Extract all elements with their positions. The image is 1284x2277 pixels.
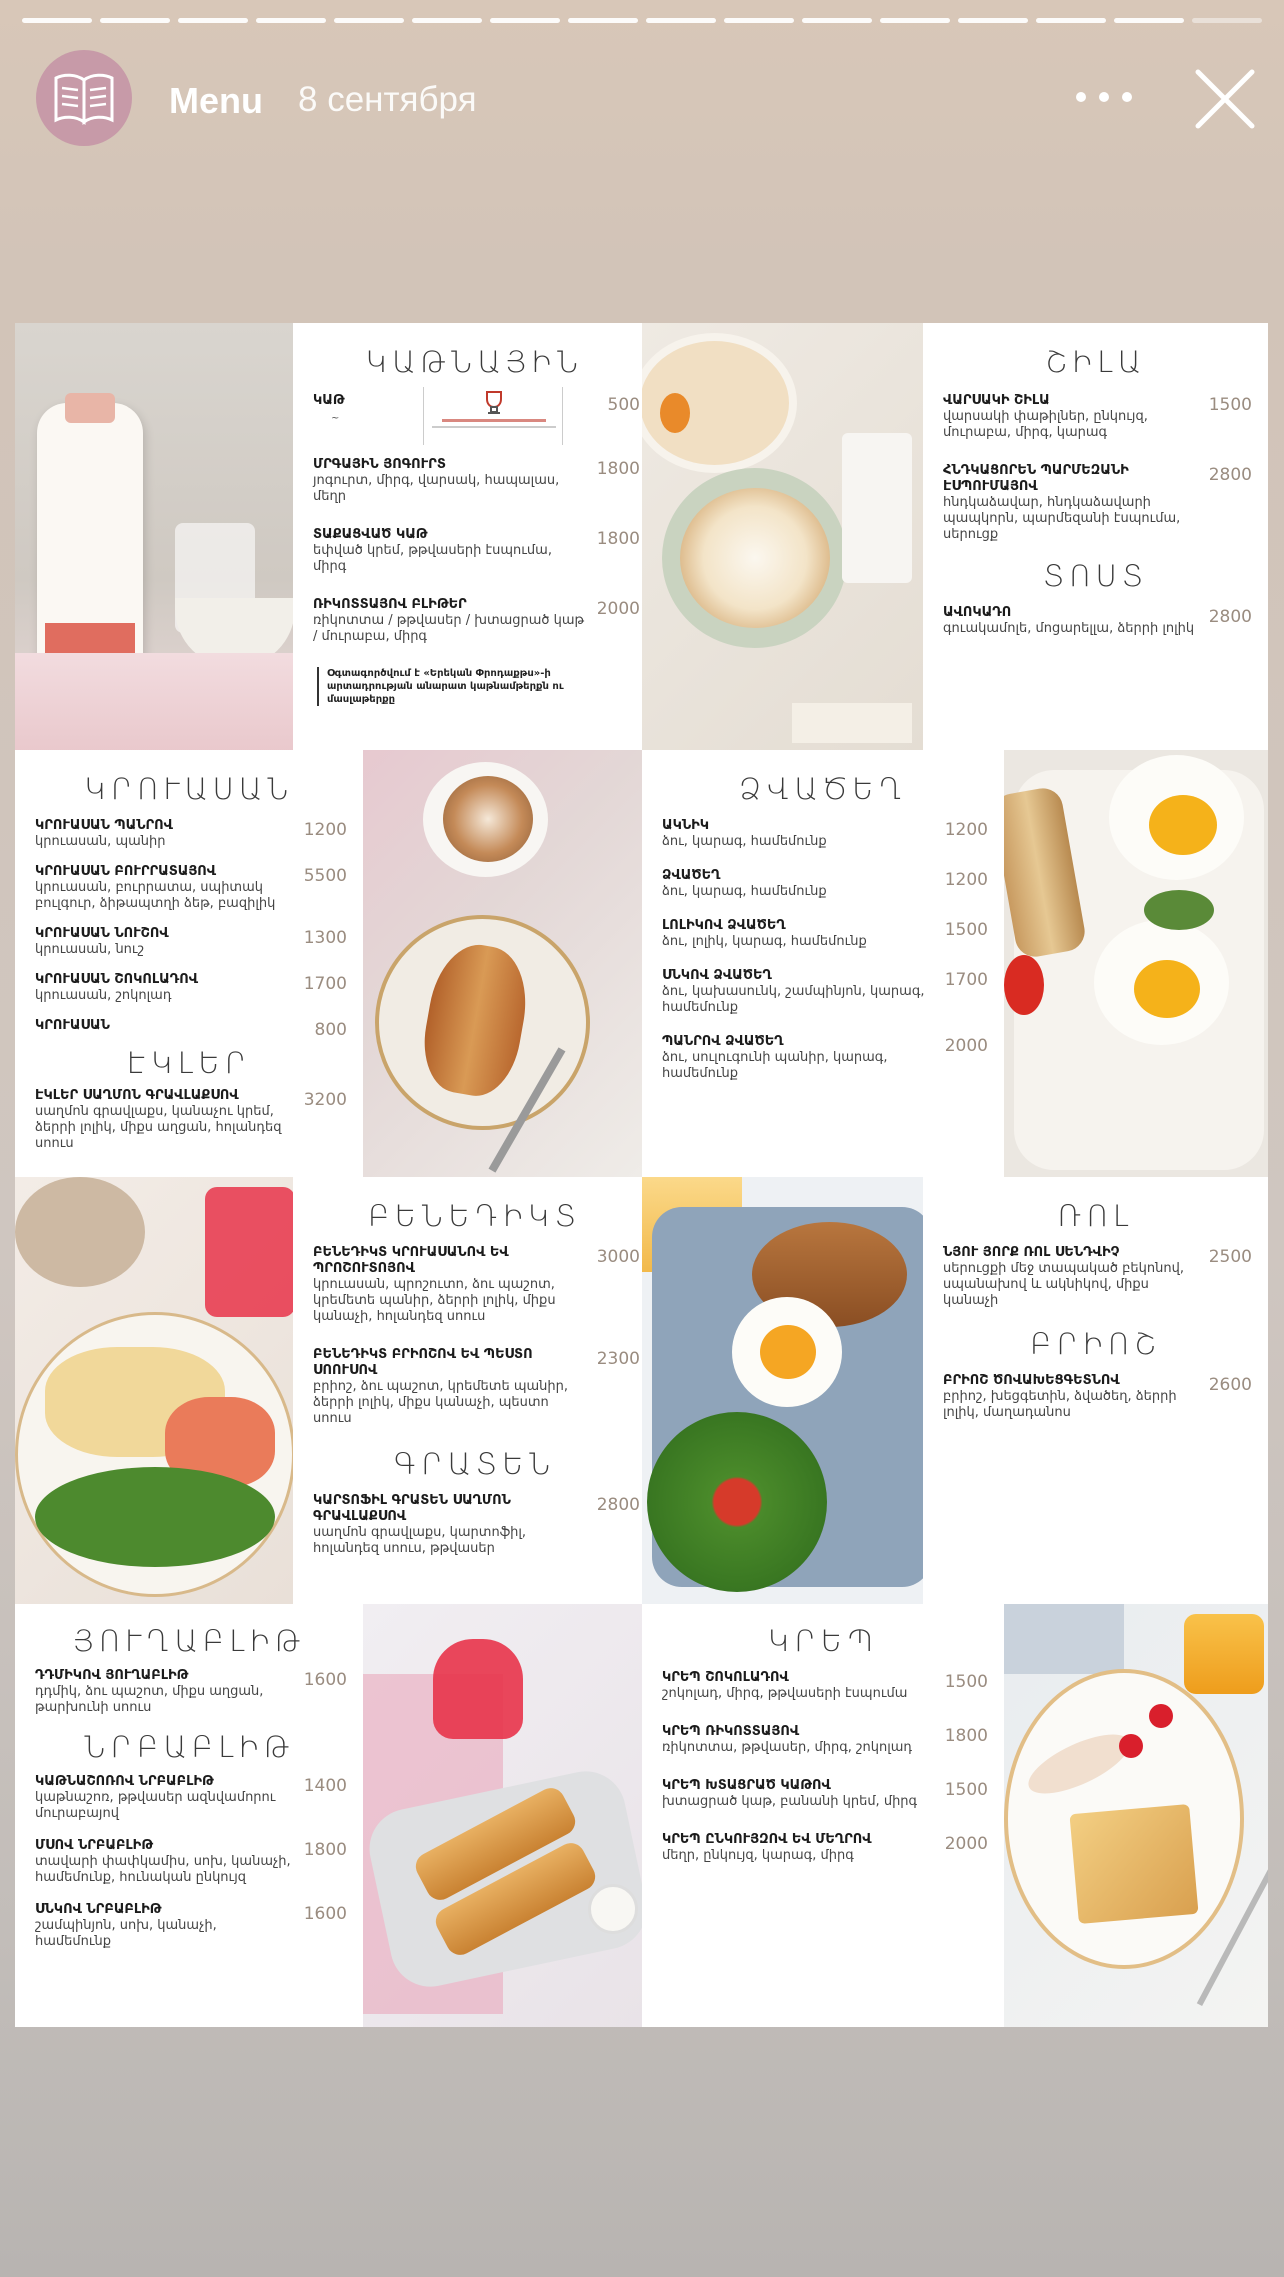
menu-item: ԱԿՆԻԿ ձու, կարագ, համեմունք 1200 bbox=[662, 818, 988, 849]
section-title: ԲՐԻՈՇ bbox=[1030, 1327, 1161, 1361]
milk-bottle-photo bbox=[15, 323, 293, 750]
progress-segment bbox=[100, 18, 170, 23]
story-header bbox=[0, 40, 1284, 160]
menu-item: ՎԱՐՍԱԿԻ ՇԻԼԱ վարսակի փաթիլներ, ընկույզ, մուրաբա, միրգ, կարագ 1500 bbox=[943, 393, 1252, 440]
menu-item: ՊԱՆՐՈՎ ՁՎԱԾԵՂ ձու, սուլուգունի պանիր, կարագ, համեմունք 2000 bbox=[662, 1034, 988, 1081]
progress-segment bbox=[1036, 18, 1106, 23]
menu-item: ԿՐԵՊ ՌԻԿՈՏՏԱՅՈՎ ռիկոտտա, թթվասեր, միրգ, շոկոլադ 1800 bbox=[662, 1724, 988, 1755]
progress-segment bbox=[646, 18, 716, 23]
section-title: ԿԱԹՆԱՅԻՆ bbox=[365, 345, 584, 379]
section-title: ԷԿԼԵՐ bbox=[126, 1046, 252, 1080]
menu-item: ԿՐԵՊ ԸՆԿՈՒՅԶՈՎ ԵՎ ՄԵՂՐՈՎ մեղր, ընկույզ, կարագ, միրգ 2000 bbox=[662, 1832, 988, 1863]
crepe-section bbox=[642, 1604, 1004, 2027]
progress-segment bbox=[958, 18, 1028, 23]
crepe-plate-photo bbox=[1004, 1604, 1268, 2027]
progress-segment bbox=[724, 18, 794, 23]
drinks-section bbox=[293, 323, 656, 750]
croissant-section bbox=[15, 750, 363, 1177]
brand-logo: ~ bbox=[331, 413, 340, 424]
section-title: ԿՐԵՊ bbox=[767, 1624, 879, 1658]
progress-segment bbox=[880, 18, 950, 23]
menu-item: ԲԵՆԵԴԻԿՏ ԲՐԻՈՇՈՎ ԵՎ ՊԵՍՏՈ ՍՈՈՒՍՈՎ բրիոշ, ձու պաշոտ, կրեմետե պանիր, ձերրի լոլիկ, միքս կանաչի, պեստո սոուս 2300 bbox=[313, 1347, 640, 1426]
menu-item: ՍՆԿՈՎ ՆՐԲԱԲԼԻԹ շամպինյոն, սոխ, կանաչի, համեմունք 1600 bbox=[35, 1902, 347, 1949]
menu-item: ԿՐՈՒԱՍԱՆ ՊԱՆՐՈՎ կրուասան, պանիր 1200 bbox=[35, 818, 347, 849]
croissant-coffee-photo bbox=[363, 750, 642, 1177]
section-title: ԿՐՈՒԱՍԱՆ bbox=[84, 772, 294, 806]
progress-segment bbox=[490, 18, 560, 23]
menu-item: ՁՎԱԾԵՂ ձու, կարագ, համեմունք 1200 bbox=[662, 868, 988, 899]
menu-item: ՄՍՈՎ ՆՐԲԱԲԼԻԹ տավարի փափկամիս, սոխ, կանաչի, համեմունք, հունական ընկույզ 1800 bbox=[35, 1838, 347, 1885]
section-title: ՏՈՍՏ bbox=[1042, 559, 1149, 593]
menu-image bbox=[15, 323, 1268, 2027]
progress-segment bbox=[568, 18, 638, 23]
dairy-note: Օգտագործվում է «Երեկան Փրոդաքթս»-ի արտադրության անարատ կաթնամթերքն ու մասլաթերքը bbox=[317, 667, 616, 706]
porridge-section bbox=[923, 323, 1268, 750]
menu-item: ԿՐՈՒԱՍԱՆ ՆՈՒՇՈՎ կրուասան, նուշ 1300 bbox=[35, 926, 347, 957]
close-icon[interactable] bbox=[1192, 66, 1258, 132]
more-dots-icon[interactable] bbox=[1076, 92, 1132, 106]
menu-item: ԱՎՈԿԱԴՈ գուակամոլե, մոցարելլա, ձերրի լոլիկ 2800 bbox=[943, 605, 1252, 636]
progress-segment bbox=[178, 18, 248, 23]
roll-brioche-section bbox=[923, 1177, 1268, 1604]
section-title: ԲԵՆԵԴԻԿՏ bbox=[368, 1199, 581, 1233]
roll-sandwich-photo bbox=[642, 1177, 923, 1604]
progress-segment-active bbox=[1192, 18, 1262, 23]
menu-item: ԼՈԼԻԿՈՎ ՁՎԱԾԵՂ ձու, լոլիկ, կարագ, համեմունք 1500 bbox=[662, 918, 988, 949]
section-title: ԳՐԱՏԵՆ bbox=[393, 1447, 556, 1481]
open-book-icon bbox=[52, 70, 116, 126]
menu-item: ԿԱԹՆԱՇՈՌՈՎ ՆՐԲԱԲԼԻԹ կաթնաշոռ, թթվասեր ազնվամորու մուրաբայով 1400 bbox=[35, 1774, 347, 1821]
section-title: ՌՈԼ bbox=[1057, 1199, 1134, 1233]
menu-item: ՌԻԿՈՏՏԱՅՈՎ ԲԼԻԹԵՐ ռիկոտտա / թթվասեր / խտացրած կաթ / մուրաբա, միրգ 2000 bbox=[313, 597, 640, 644]
benedict-plate-photo bbox=[15, 1177, 293, 1604]
menu-item: ՀՆԴԿԱՑՈՐԵՆ ՊԱՐՄԵԶԱՆԻ ԷՍՊՈՒՄԱՅՈՎ հնդկաձավար, հնդկաձավարի պապկորն, պարմեզանի էսպումա, սերուցք 2800 bbox=[943, 463, 1252, 542]
progress-segment bbox=[256, 18, 326, 23]
story-date: 8 сентября bbox=[298, 80, 477, 119]
pancakes-section bbox=[15, 1604, 363, 2027]
menu-item: ԿՐԵՊ ԽՏԱՑՐԱԾ ԿԱԹՈՎ խտացրած կաթ, բանանի կրեմ, միրգ 1500 bbox=[662, 1778, 988, 1809]
progress-segment bbox=[22, 18, 92, 23]
progress-segment bbox=[334, 18, 404, 23]
avatar[interactable] bbox=[36, 50, 132, 146]
menu-item: ԿԱՐՏՈՖԻԼ ԳՐԱՏԵՆ ՍԱՂՄՈՆ ԳՐԱՎԼԱՔՍՈՎ սաղմոն գրավլաքս, կարտոֆիլ, հոլանդեզ սոուս, թթվասեր 2800 bbox=[313, 1493, 640, 1556]
menu-item: ԷԿԼԵՐ ՍԱՂՄՈՆ ԳՐԱՎԼԱՔՍՈՎ սաղմոն գրավլաքս, կանաչու կրեմ, ձերրի լոլիկ, միքս աղցան, հոլանդեզ սոուս 3200 bbox=[35, 1088, 347, 1151]
menu-item: ԿՐՈՒԱՍԱՆ ԲՈՒՐՐԱՏԱՅՈՎ կրուասան, բուրրատա, սպիտակ բուլգուր, ձիթապտղի ձեթ, բազիլիկ 5500 bbox=[35, 864, 347, 911]
progress-segment bbox=[802, 18, 872, 23]
section-title: ՅՈՒՂԱԲԼԻԹ bbox=[72, 1624, 306, 1658]
menu-item: ՆՅՈՒ ՅՈՐՔ ՌՈԼ ՍԵՆԴՎԻՉ սերուցքի մեջ տապակած բեկոնով, սպանախով և ակնիկով, միքս կանաչի 2500 bbox=[943, 1245, 1252, 1308]
menu-item: ԿԱԹ ~ 500 bbox=[313, 393, 644, 443]
pancake-rolls-photo bbox=[363, 1604, 642, 2027]
menu-item: ՄՐԳԱՅԻՆ ՅՈԳՈՒՐՏ յոգուրտ, միրգ, վարսակ, հապալաս, մեղր 1800 bbox=[313, 457, 640, 504]
story-progress bbox=[22, 18, 1262, 24]
section-title: ՆՐԲԱԲԼԻԹ bbox=[83, 1730, 295, 1764]
fried-eggs-photo bbox=[1004, 750, 1268, 1177]
menu-item: ԲԵՆԵԴԻԿՏ ԿՐՈՒԱՍԱՆՈՎ ԵՎ ՊՐՈՇՈՒՏՈՅՈՎ կրուասան, պրոշուտո, ձու պաշոտ, կրեմետե պանիր, ձերրի լոլիկ, միքս կանաչի, հոլանդեզ սոուս 3000 bbox=[313, 1245, 640, 1324]
menu-item: ԿՐՈՒԱՍԱՆ 800 bbox=[35, 1018, 347, 1040]
menu-item: ԿՐԵՊ ՇՈԿՈԼԱԴՈՎ շոկոլադ, միրգ, թթվասերի էսպումա 1500 bbox=[662, 1670, 988, 1701]
trophy-icon bbox=[479, 389, 509, 417]
menu-item: ՍՆԿՈՎ ՁՎԱԾԵՂ ձու, կախասունկ, շամպինյոն, կարագ, համեմունք 1700 bbox=[662, 968, 988, 1015]
progress-segment bbox=[1114, 18, 1184, 23]
section-title: ՇԻԼԱ bbox=[1045, 345, 1146, 379]
porridge-bowls-photo bbox=[642, 323, 923, 750]
menu-item: ԿՐՈՒԱՍԱՆ ՇՈԿՈԼԱԴՈՎ կրուասան, շոկոլադ 1700 bbox=[35, 972, 347, 1003]
eggs-section bbox=[642, 750, 1004, 1177]
menu-item: ԲՐԻՈՇ ԾՈՎԱԽԵՑԳԵՏՆՈՎ բրիոշ, խեցգետին, ձվածեղ, ձերրի լոլիկ, մաղադանոս 2600 bbox=[943, 1373, 1252, 1420]
progress-segment bbox=[412, 18, 482, 23]
award-badge bbox=[423, 387, 563, 445]
menu-item: ԴԴՄԻԿՈՎ ՅՈՒՂԱԲԼԻԹ դդմիկ, ձու պաշոտ, միքս աղցան, թարխունի սոուս 1600 bbox=[35, 1668, 347, 1715]
story-title[interactable]: Menu bbox=[169, 80, 263, 121]
section-title: ՁՎԱԾԵՂ bbox=[738, 772, 908, 806]
menu-item: ՏԱՔԱՑՎԱԾ ԿԱԹ եփված կրեմ, թթվասերի էսպումա, միրգ 1800 bbox=[313, 527, 640, 574]
benedict-section bbox=[293, 1177, 656, 1604]
